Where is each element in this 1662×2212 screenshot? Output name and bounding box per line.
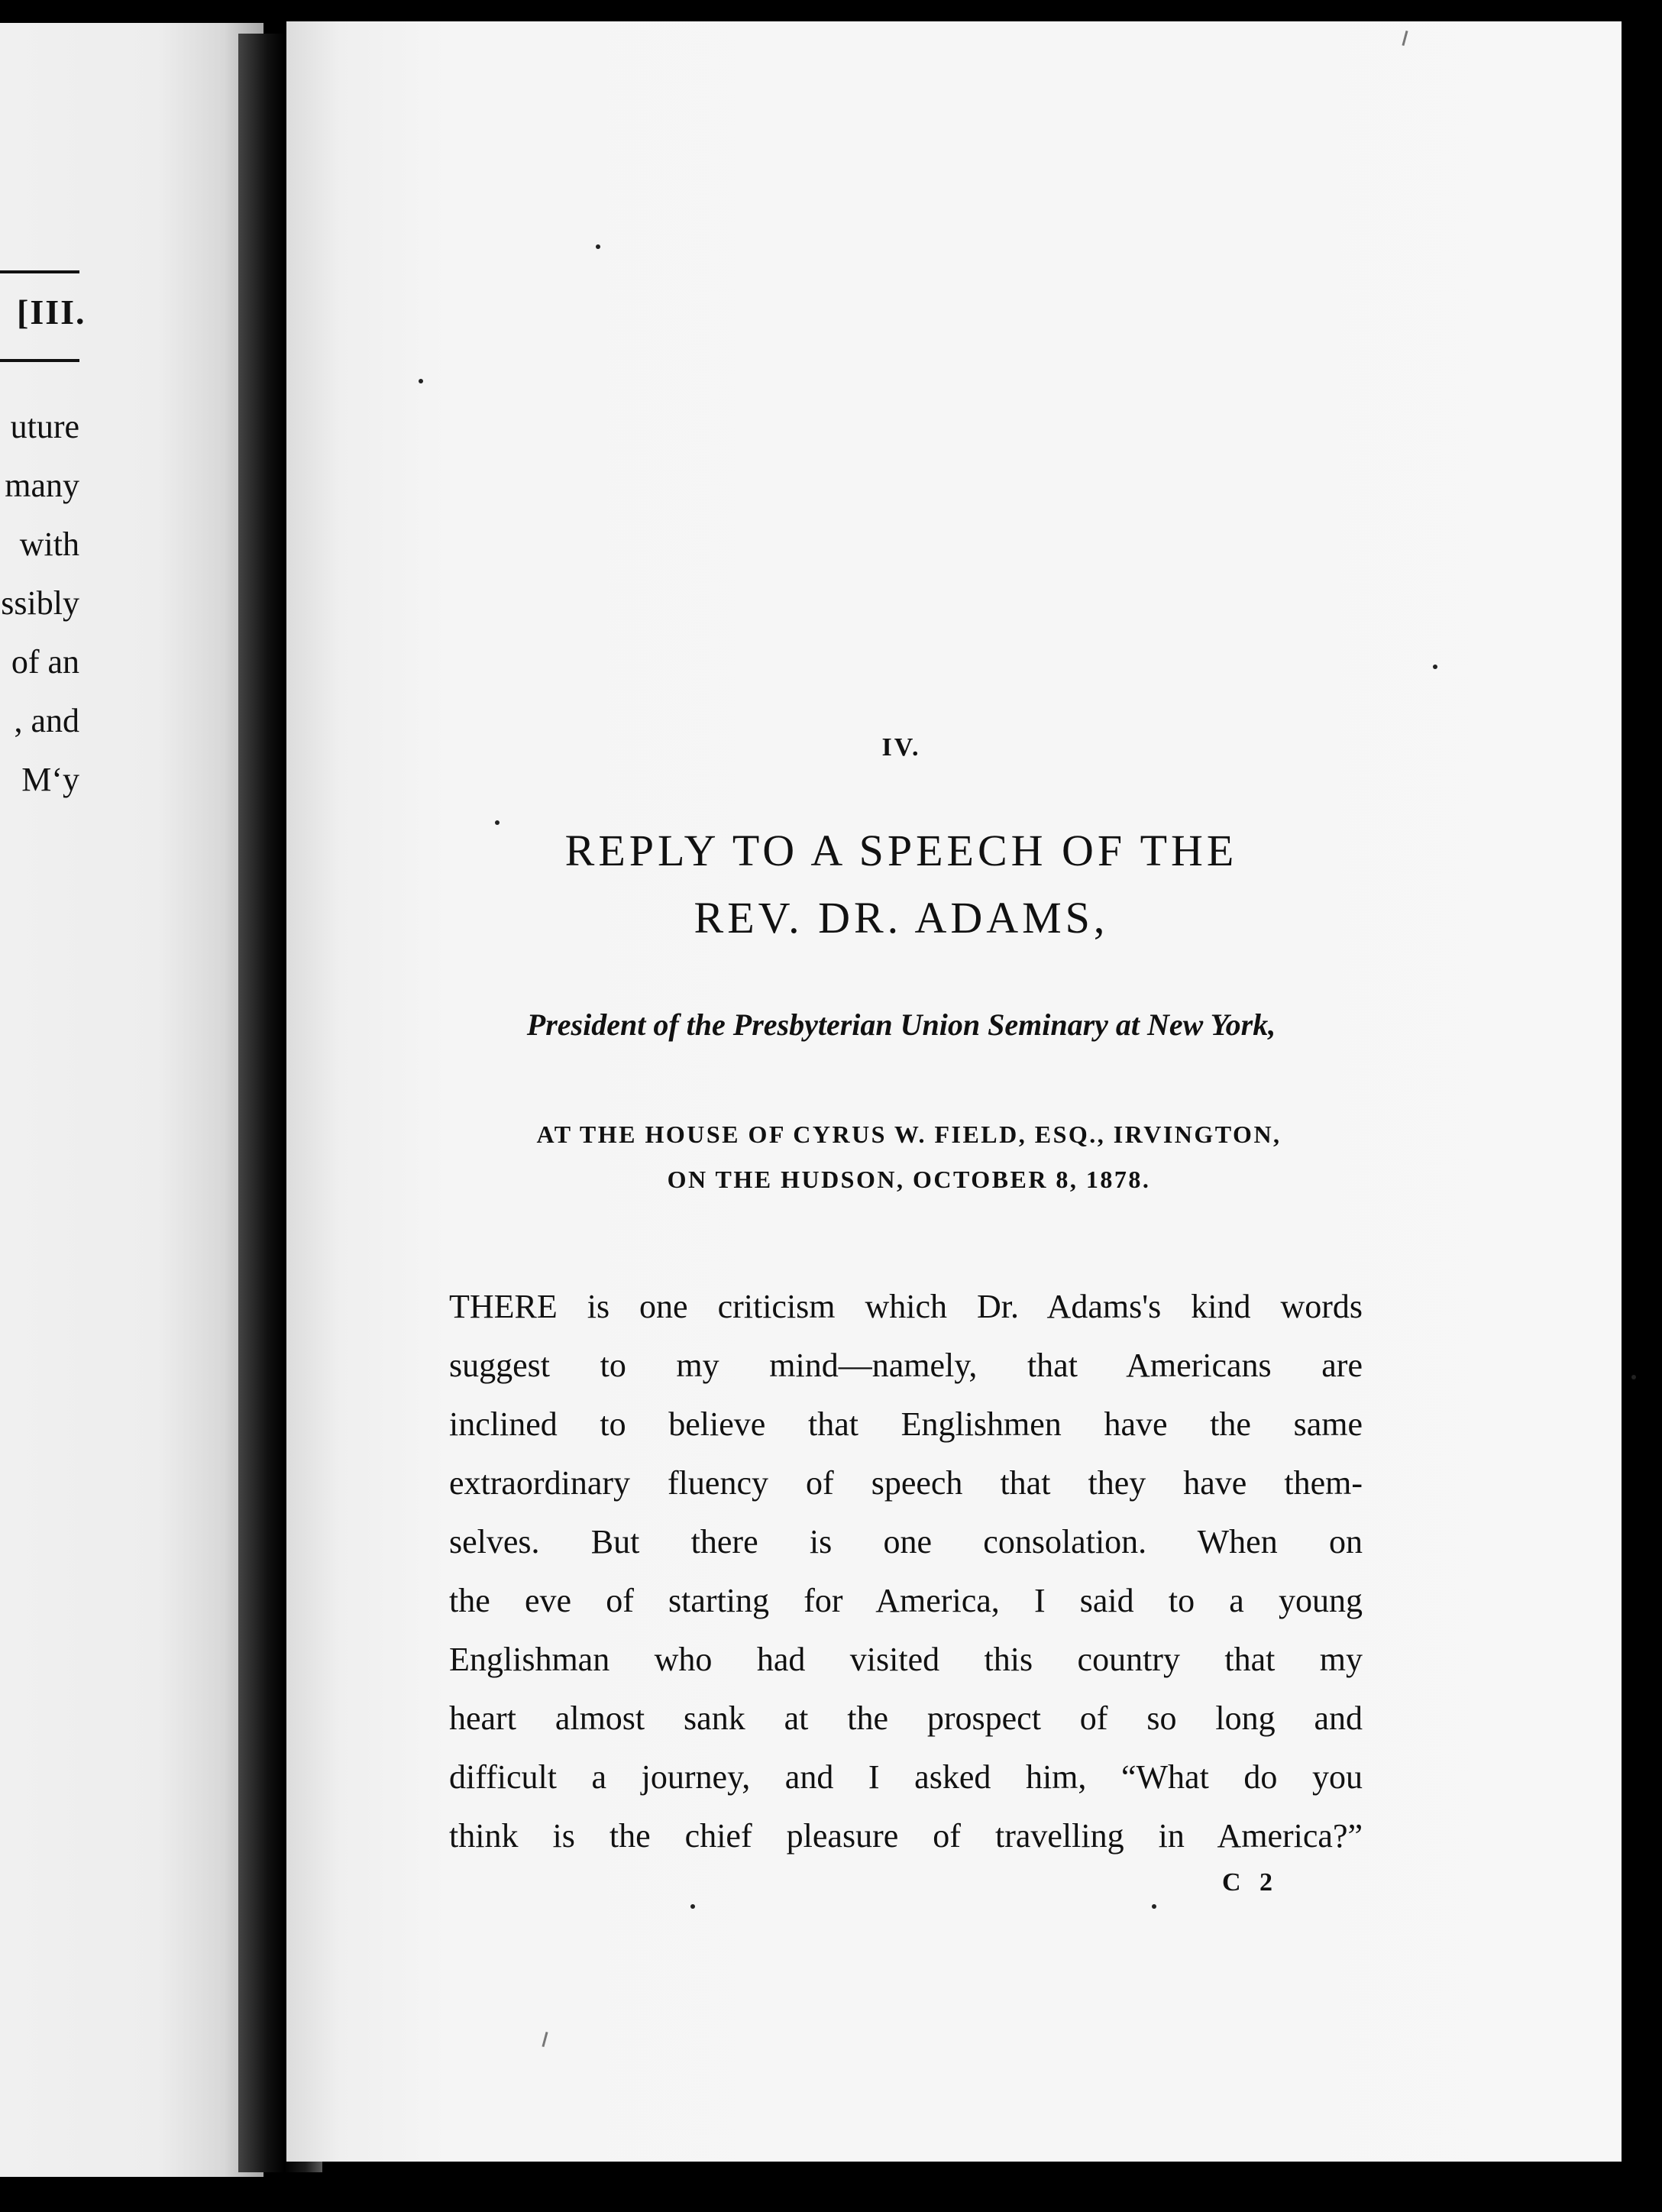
- venue-line-1: AT THE HOUSE OF CYRUS W. FIELD, ESQ., IRVINGTON,: [536, 1121, 1282, 1148]
- body-line: suggest to my mind—namely, that Americans are: [449, 1347, 1363, 1384]
- left-page: [0, 23, 264, 2177]
- scan-speck: [419, 379, 423, 383]
- body-line: difficult a journey, and I asked him, “What do you: [449, 1758, 1363, 1796]
- left-page-text: [1, 397, 79, 809]
- body-line: selves. But there is one consolation. When on: [449, 1523, 1363, 1560]
- chapter-number: IV.: [881, 733, 921, 762]
- venue-line-2: ON THE HUDSON, OCTOBER 8, 1878.: [667, 1166, 1151, 1193]
- chapter-title-line-1: REPLY TO A SPEECH OF THE: [564, 826, 1238, 875]
- body-paragraph: [449, 1277, 1363, 1865]
- body-line: extraordinary fluency of speech that they have them-: [449, 1464, 1363, 1502]
- scan-speck: [1631, 1375, 1636, 1379]
- left-text-line: ssibly: [1, 584, 79, 622]
- left-text-line: , and: [14, 702, 79, 739]
- signature-mark: C 2: [1222, 1868, 1279, 1897]
- left-text-line: Mʻy: [21, 761, 79, 798]
- scan-speck: [596, 244, 600, 249]
- scan-speck: [690, 1904, 695, 1909]
- body-line: THERE is one criticism which Dr. Adams's kind words: [449, 1288, 1363, 1325]
- left-page-header: [III.: [17, 293, 86, 331]
- chapter-title-line-2: REV. DR. ADAMS,: [694, 893, 1109, 943]
- left-text-line: uture: [10, 408, 79, 445]
- left-text-line: with: [19, 526, 79, 563]
- body-line: Englishman who had visited this country that my: [449, 1641, 1363, 1678]
- left-text-line: many: [5, 467, 79, 504]
- chapter-subtitle: President of the Presbyterian Union Seminary at New York,: [526, 1007, 1276, 1042]
- left-text-line: of an: [11, 643, 79, 681]
- body-line: heart almost sank at the prospect of so long and: [449, 1699, 1363, 1737]
- body-line: the eve of starting for America, I said to a young: [449, 1582, 1363, 1619]
- scan-speck: [495, 820, 500, 825]
- scan-speck: [1433, 665, 1437, 669]
- body-line: think is the chief pleasure of travelling in America?”: [449, 1817, 1363, 1855]
- left-header-rule-top: [0, 270, 79, 273]
- left-header-rule-bottom: [0, 359, 79, 362]
- body-line: inclined to believe that Englishmen have the same: [449, 1405, 1363, 1443]
- scan-speck: [1152, 1904, 1156, 1909]
